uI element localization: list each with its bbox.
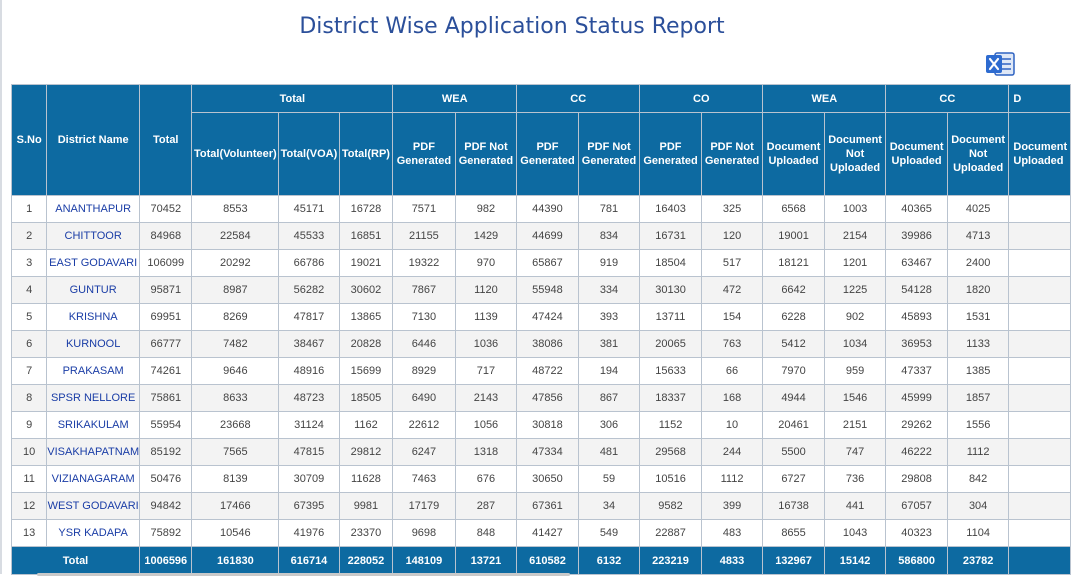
table-cell: 1546 xyxy=(824,385,886,412)
table-cell xyxy=(1009,331,1071,358)
table-cell: 8929 xyxy=(393,358,456,385)
table-cell xyxy=(1009,466,1071,493)
totals-row xyxy=(12,547,1071,575)
district-link[interactable]: CHITTOOR xyxy=(47,223,140,250)
table-cell: 8553 xyxy=(192,196,279,223)
table-cell: 4713 xyxy=(947,223,1009,250)
table-cell: 46222 xyxy=(886,439,948,466)
table-cell xyxy=(1009,304,1071,331)
table-cell: 2154 xyxy=(824,223,886,250)
table-cell: 11628 xyxy=(339,466,392,493)
table-row xyxy=(12,304,1071,331)
table-cell xyxy=(1009,250,1071,277)
sub-header-cell: Document Not Uploaded xyxy=(824,113,886,196)
table-row xyxy=(12,196,1071,223)
table-cell: 481 xyxy=(578,439,640,466)
table-cell: 393 xyxy=(578,304,640,331)
table-cell: 1003 xyxy=(824,196,886,223)
table-cell: 18505 xyxy=(339,385,392,412)
table-body xyxy=(12,196,1071,547)
table-cell: 47334 xyxy=(517,439,579,466)
table-row xyxy=(12,520,1071,547)
table-cell: 16851 xyxy=(339,223,392,250)
table-cell: 8269 xyxy=(192,304,279,331)
table-cell: 325 xyxy=(701,196,763,223)
sub-header-cell: PDF Generated xyxy=(640,113,702,196)
table-cell: 10 xyxy=(12,439,47,466)
table-cell: 106099 xyxy=(140,250,192,277)
table-cell: 94842 xyxy=(140,493,192,520)
sub-header-cell: PDF Generated xyxy=(517,113,579,196)
table-cell: 23668 xyxy=(192,412,279,439)
table-cell xyxy=(1009,358,1071,385)
table-cell: 902 xyxy=(824,304,886,331)
report-table-container[interactable] xyxy=(11,84,1068,576)
table-cell: 30602 xyxy=(339,277,392,304)
table-cell: 13 xyxy=(12,520,47,547)
table-cell: 20461 xyxy=(763,412,825,439)
table-cell: 6247 xyxy=(393,439,456,466)
table-cell: 45533 xyxy=(279,223,340,250)
table-cell: 22584 xyxy=(192,223,279,250)
totals-cell: 13721 xyxy=(455,547,517,575)
table-cell: 95871 xyxy=(140,277,192,304)
table-cell: 47337 xyxy=(886,358,948,385)
district-link[interactable]: KRISHNA xyxy=(47,304,140,331)
table-cell: 6490 xyxy=(393,385,456,412)
table-cell: 2151 xyxy=(824,412,886,439)
table-cell: 38086 xyxy=(517,331,579,358)
table-cell: 66 xyxy=(701,358,763,385)
table-cell: 6 xyxy=(12,331,47,358)
table-cell: 40365 xyxy=(886,196,948,223)
table-cell: 47856 xyxy=(517,385,579,412)
table-cell: 50476 xyxy=(140,466,192,493)
table-cell: 45999 xyxy=(886,385,948,412)
table-cell: 16738 xyxy=(763,493,825,520)
group-header-co-pdf: CO xyxy=(640,85,763,113)
table-cell: 19001 xyxy=(763,223,825,250)
table-cell: 8139 xyxy=(192,466,279,493)
table-cell: 9698 xyxy=(393,520,456,547)
totals-cell: 610582 xyxy=(517,547,579,575)
table-cell: 9 xyxy=(12,412,47,439)
table-cell: 982 xyxy=(455,196,517,223)
totals-cell: 616714 xyxy=(279,547,340,575)
table-cell xyxy=(1009,493,1071,520)
table-cell: 1429 xyxy=(455,223,517,250)
table-cell: 15633 xyxy=(640,358,702,385)
table-cell: 834 xyxy=(578,223,640,250)
table-cell: 120 xyxy=(701,223,763,250)
table-cell: 31124 xyxy=(279,412,340,439)
table-cell: 59 xyxy=(578,466,640,493)
table-cell: 65867 xyxy=(517,250,579,277)
table-cell: 9981 xyxy=(339,493,392,520)
district-link[interactable]: ANANTHAPUR xyxy=(47,196,140,223)
sub-header-cell: PDF Not Generated xyxy=(455,113,517,196)
district-link[interactable]: SRIKAKULAM xyxy=(47,412,140,439)
table-cell: 1162 xyxy=(339,412,392,439)
table-cell: 29262 xyxy=(886,412,948,439)
table-cell: 75892 xyxy=(140,520,192,547)
table-cell: 781 xyxy=(578,196,640,223)
table-cell: 1201 xyxy=(824,250,886,277)
table-cell: 848 xyxy=(455,520,517,547)
table-cell: 63467 xyxy=(886,250,948,277)
table-cell: 44390 xyxy=(517,196,579,223)
table-cell: 4944 xyxy=(763,385,825,412)
table-cell: 18504 xyxy=(640,250,702,277)
totals-cell xyxy=(1009,547,1071,575)
table-cell: 45171 xyxy=(279,196,340,223)
table-cell: 19021 xyxy=(339,250,392,277)
table-cell: 244 xyxy=(701,439,763,466)
table-cell: 67361 xyxy=(517,493,579,520)
table-cell: 10 xyxy=(701,412,763,439)
table-cell: 67057 xyxy=(886,493,948,520)
group-header-truncated: D xyxy=(1009,85,1071,113)
table-row xyxy=(12,277,1071,304)
table-cell: 1820 xyxy=(947,277,1009,304)
table-cell: 842 xyxy=(947,466,1009,493)
table-cell: 7130 xyxy=(393,304,456,331)
table-cell: 40323 xyxy=(886,520,948,547)
table-cell: 1036 xyxy=(455,331,517,358)
table-cell: 23370 xyxy=(339,520,392,547)
sub-header-cell: Document Uploaded xyxy=(886,113,948,196)
table-cell: 970 xyxy=(455,250,517,277)
table-cell: 1043 xyxy=(824,520,886,547)
table-cell xyxy=(1009,439,1071,466)
table-cell: 1531 xyxy=(947,304,1009,331)
table-cell: 736 xyxy=(824,466,886,493)
table-cell: 21155 xyxy=(393,223,456,250)
table-cell: 30650 xyxy=(517,466,579,493)
table-cell: 54128 xyxy=(886,277,948,304)
table-cell: 1857 xyxy=(947,385,1009,412)
table-cell: 1385 xyxy=(947,358,1009,385)
totals-cell: 4833 xyxy=(701,547,763,575)
sub-header-cell: PDF Not Generated xyxy=(701,113,763,196)
table-cell: 1104 xyxy=(947,520,1009,547)
table-cell: 16403 xyxy=(640,196,702,223)
header-sno: S.No xyxy=(12,85,47,196)
table-cell: 9582 xyxy=(640,493,702,520)
totals-cell: 148109 xyxy=(393,547,456,575)
table-cell: 7867 xyxy=(393,277,456,304)
table-cell: 30709 xyxy=(279,466,340,493)
group-header-cc-pdf: CC xyxy=(517,85,640,113)
table-cell: 56282 xyxy=(279,277,340,304)
table-cell: 16731 xyxy=(640,223,702,250)
table-cell: 6568 xyxy=(763,196,825,223)
district-link[interactable]: VISAKHAPATNAM xyxy=(47,439,140,466)
table-cell: 7565 xyxy=(192,439,279,466)
table-cell: 45893 xyxy=(886,304,948,331)
group-header-wea-pdf: WEA xyxy=(393,85,517,113)
sub-header-cell: PDF Not Generated xyxy=(578,113,640,196)
totals-cell: 15142 xyxy=(824,547,886,575)
table-cell: 19322 xyxy=(393,250,456,277)
table-cell: 11 xyxy=(12,466,47,493)
table-cell: 18121 xyxy=(763,250,825,277)
table-cell: 5500 xyxy=(763,439,825,466)
sub-header-cell: Total(VOA) xyxy=(279,113,340,196)
group-header-total: Total xyxy=(192,85,393,113)
table-cell xyxy=(1009,412,1071,439)
table-cell: 48916 xyxy=(279,358,340,385)
table-cell: 10546 xyxy=(192,520,279,547)
table-cell: 3 xyxy=(12,250,47,277)
table-cell: 381 xyxy=(578,331,640,358)
sub-header-cell: Document Not Uploaded xyxy=(947,113,1009,196)
district-link[interactable]: EAST GODAVARI xyxy=(47,250,140,277)
table-cell: 2143 xyxy=(455,385,517,412)
table-cell: 8 xyxy=(12,385,47,412)
table-cell: 55954 xyxy=(140,412,192,439)
table-cell: 13865 xyxy=(339,304,392,331)
excel-export-icon[interactable] xyxy=(985,50,1015,78)
table-cell: 1120 xyxy=(455,277,517,304)
table-cell: 6727 xyxy=(763,466,825,493)
sub-header-cell: Total(Volunteer) xyxy=(192,113,279,196)
table-cell: 717 xyxy=(455,358,517,385)
district-link[interactable]: SPSR NELLORE xyxy=(47,385,140,412)
table-cell: 1139 xyxy=(455,304,517,331)
table-cell: 55948 xyxy=(517,277,579,304)
totals-cell: 6132 xyxy=(578,547,640,575)
table-cell: 334 xyxy=(578,277,640,304)
table-cell: 7 xyxy=(12,358,47,385)
district-link[interactable]: KURNOOL xyxy=(47,331,140,358)
table-cell: 1225 xyxy=(824,277,886,304)
sub-header-cell: PDF Generated xyxy=(393,113,456,196)
table-cell: 306 xyxy=(578,412,640,439)
table-cell: 20292 xyxy=(192,250,279,277)
table-cell: 1034 xyxy=(824,331,886,358)
table-cell: 763 xyxy=(701,331,763,358)
table-cell: 38467 xyxy=(279,331,340,358)
table-cell: 6642 xyxy=(763,277,825,304)
table-cell: 66777 xyxy=(140,331,192,358)
table-cell: 7970 xyxy=(763,358,825,385)
table-cell: 287 xyxy=(455,493,517,520)
table-row xyxy=(12,250,1071,277)
table-cell: 34 xyxy=(578,493,640,520)
table-cell: 1 xyxy=(12,196,47,223)
table-cell: 20828 xyxy=(339,331,392,358)
table-cell: 30130 xyxy=(640,277,702,304)
table-cell: 18337 xyxy=(640,385,702,412)
table-cell: 5412 xyxy=(763,331,825,358)
table-cell: 17466 xyxy=(192,493,279,520)
totals-cell: 132967 xyxy=(763,547,825,575)
table-row xyxy=(12,358,1071,385)
table-cell: 1112 xyxy=(947,439,1009,466)
table-cell: 16728 xyxy=(339,196,392,223)
table-cell: 10516 xyxy=(640,466,702,493)
table-cell: 47424 xyxy=(517,304,579,331)
group-header-cc-docs: CC xyxy=(886,85,1009,113)
table-cell: 47815 xyxy=(279,439,340,466)
table-cell: 41427 xyxy=(517,520,579,547)
table-cell: 676 xyxy=(455,466,517,493)
totals-label: Total xyxy=(12,547,140,575)
totals-cell: 586800 xyxy=(886,547,948,575)
table-cell: 12 xyxy=(12,493,47,520)
table-cell: 17179 xyxy=(393,493,456,520)
table-cell: 483 xyxy=(701,520,763,547)
table-cell: 36953 xyxy=(886,331,948,358)
table-cell: 85192 xyxy=(140,439,192,466)
table-cell: 6228 xyxy=(763,304,825,331)
totals-cell: 23782 xyxy=(947,547,1009,575)
table-cell: 2 xyxy=(12,223,47,250)
table-cell: 472 xyxy=(701,277,763,304)
table-cell: 4025 xyxy=(947,196,1009,223)
totals-cell: 1006596 xyxy=(140,547,192,575)
table-row xyxy=(12,331,1071,358)
table-cell: 517 xyxy=(701,250,763,277)
table-cell: 70452 xyxy=(140,196,192,223)
table-cell: 41976 xyxy=(279,520,340,547)
table-cell: 29812 xyxy=(339,439,392,466)
table-cell: 1112 xyxy=(701,466,763,493)
table-cell: 22612 xyxy=(393,412,456,439)
table-cell: 8655 xyxy=(763,520,825,547)
table-cell: 1556 xyxy=(947,412,1009,439)
table-cell: 919 xyxy=(578,250,640,277)
table-cell: 29808 xyxy=(886,466,948,493)
table-cell: 867 xyxy=(578,385,640,412)
table-cell: 441 xyxy=(824,493,886,520)
table-cell: 20065 xyxy=(640,331,702,358)
table-cell: 7463 xyxy=(393,466,456,493)
table-cell: 1056 xyxy=(455,412,517,439)
report-table xyxy=(11,84,1071,575)
table-cell: 1152 xyxy=(640,412,702,439)
table-cell: 44699 xyxy=(517,223,579,250)
table-cell: 8987 xyxy=(192,277,279,304)
totals-cell: 223219 xyxy=(640,547,702,575)
table-cell: 1318 xyxy=(455,439,517,466)
table-cell: 154 xyxy=(701,304,763,331)
table-cell xyxy=(1009,277,1071,304)
table-cell xyxy=(1009,223,1071,250)
table-cell: 304 xyxy=(947,493,1009,520)
table-cell: 194 xyxy=(578,358,640,385)
table-cell: 13711 xyxy=(640,304,702,331)
district-link[interactable]: YSR KADAPA xyxy=(47,520,140,547)
table-cell xyxy=(1009,520,1071,547)
table-cell: 75861 xyxy=(140,385,192,412)
table-cell: 549 xyxy=(578,520,640,547)
header-district-name: District Name xyxy=(47,85,140,196)
table-row xyxy=(12,493,1071,520)
table-cell: 84968 xyxy=(140,223,192,250)
table-cell: 7571 xyxy=(393,196,456,223)
table-cell: 48722 xyxy=(517,358,579,385)
sub-header-cell: Document Uploaded xyxy=(1009,113,1071,196)
district-link[interactable]: PRAKASAM xyxy=(47,358,140,385)
table-cell: 30818 xyxy=(517,412,579,439)
table-row xyxy=(12,412,1071,439)
table-cell: 5 xyxy=(12,304,47,331)
table-cell: 8633 xyxy=(192,385,279,412)
table-cell: 69951 xyxy=(140,304,192,331)
table-cell: 74261 xyxy=(140,358,192,385)
table-cell: 6446 xyxy=(393,331,456,358)
table-cell: 39986 xyxy=(886,223,948,250)
table-cell: 9646 xyxy=(192,358,279,385)
district-link[interactable]: WEST GODAVARI xyxy=(47,493,140,520)
table-cell: 48723 xyxy=(279,385,340,412)
table-cell: 29568 xyxy=(640,439,702,466)
table-cell: 1133 xyxy=(947,331,1009,358)
table-cell: 959 xyxy=(824,358,886,385)
totals-cell: 161830 xyxy=(192,547,279,575)
table-cell: 22887 xyxy=(640,520,702,547)
table-cell: 66786 xyxy=(279,250,340,277)
table-cell: 7482 xyxy=(192,331,279,358)
table-cell: 747 xyxy=(824,439,886,466)
header-total: Total xyxy=(140,85,192,196)
table-row xyxy=(12,385,1071,412)
table-cell: 67395 xyxy=(279,493,340,520)
table-cell: 15699 xyxy=(339,358,392,385)
table-row xyxy=(12,223,1071,250)
table-row xyxy=(12,439,1071,466)
table-cell: 47817 xyxy=(279,304,340,331)
table-cell: 2400 xyxy=(947,250,1009,277)
district-link[interactable]: GUNTUR xyxy=(47,277,140,304)
totals-cell: 228052 xyxy=(339,547,392,575)
district-link[interactable]: VIZIANAGARAM xyxy=(47,466,140,493)
table-cell: 168 xyxy=(701,385,763,412)
table-cell: 4 xyxy=(12,277,47,304)
table-cell xyxy=(1009,196,1071,223)
group-header-wea-docs: WEA xyxy=(763,85,886,113)
table-cell xyxy=(1009,385,1071,412)
sub-header-cell: Document Uploaded xyxy=(763,113,825,196)
table-row xyxy=(12,466,1071,493)
table-cell: 399 xyxy=(701,493,763,520)
sub-header-cell: Total(RP) xyxy=(339,113,392,196)
page-title: District Wise Application Status Report xyxy=(299,14,725,39)
